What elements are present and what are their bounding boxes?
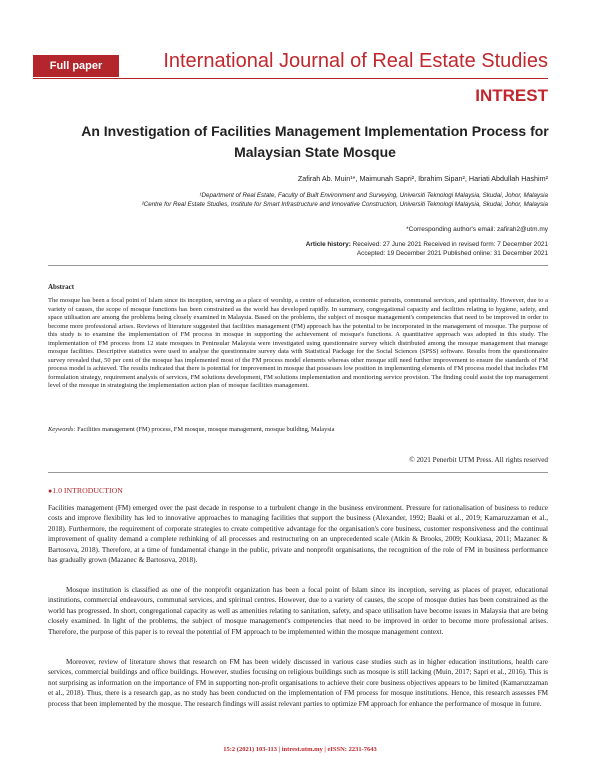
header-divider xyxy=(33,78,548,79)
copyright-notice: © 2021 Penerbit UTM Press. All rights reserved xyxy=(409,456,548,464)
affiliation-1: ¹Department of Real Estate, Faculty of Built Environment and Surveying, Universiti Teknologi Malaysia, Skudai, Johor, Malaysia xyxy=(199,192,548,199)
section-heading xyxy=(48,486,123,495)
keywords-list: Facilities management (FM) process, FM mosque, mosque management, mosque building, Malaysia xyxy=(75,426,335,433)
bullet-icon: ● xyxy=(48,487,53,495)
intro-paragraph-3: Moreover, review of literature shows that research on FM has been widely discussed in various case studies such as in higher education institutions, health care services, commercial buildings and office buildings. However, studies focusing on religious buildings such as mosque is still lacking (Muin, 2017; Sapri et al., 2016). This is not surprising as information on the importance of FM in supporting non-profit organisations to achieve their core business objectives appears to be limited (Kamaruzzaman et al., 2018). Thus, there is a research gap, as no study has been conducted on the implementation of FM process for mosque institutions. Hence, this research assesses FM process that been implemented by the mosque. The research findings will assist relevant parties to optimize FM approach for enhance the performance of mosque in future. xyxy=(48,658,548,708)
keywords-label: Keywords: xyxy=(48,426,76,433)
corresponding-email: *Corresponding author's email: zafirah2@utm.my xyxy=(406,226,548,233)
abstract-text: The mosque has been a focal point of Islam since its inception, serving as a place of worship, a centre of education, economic pursuits, communal services, and spirituality. However, due to a variety of causes, the scope of mosque functions has been constrained as the world has developed rapidly. In summary, congregational capacity and facilities relating to hygiene, safety, and space utilisation are among the problems being closely examined in Malaysia. Based on the problems, the subject of mosque management's competencies that need to be improved in order to become more professional arises. Reviews of literature suggested that facilities management (FM) approach has the potential to be incorporated in the management of mosque. The purpose of this study is to examine the implementation of FM process in mosque in supporting the achievement of mosque's functions. A quantitative approach was adopted in this study. The implementation of FM process from 12 state mosques in Peninsular Malaysia were investigated using questionnaire survey which distributed among the mosque management that manage mosque facilities. Descriptive statistics were used to analyse the questionnaire survey data with Statistical Package for the Social Sciences (SPSS) software. Results from the questionnaire survey revealed that, 50 per cent of the mosque has implemented most of the FM process model elements whereas other mosque still need further improvement to ensure the standards of FM process model is achieved. The results indicated that there is potential for improvement in mosque that possesses low position in implementing elements of FM process model that includes FM formulation strategy, requirement analysis of services, FM solutions development, FM solutions implementation and monitoring service provision. The finding could assist the top management level of the mosque in strategising the implementation action plan of mosque facilities management. xyxy=(48,297,548,389)
history-line-1: Received: 27 June 2021 Received in revised form: 7 December 2021 xyxy=(350,241,548,248)
journal-name: International Journal of Real Estate Studies xyxy=(163,50,548,72)
journal-acronym: INTREST xyxy=(475,86,548,105)
page-footer: 15:2 (2021) 103-113 | intrest.utm.my | eISSN: 2231-7643 xyxy=(223,746,377,753)
full-paper-badge: Full paper xyxy=(33,55,119,77)
abstract-heading: Abstract xyxy=(48,283,75,291)
affiliation-2: ²Centre for Real Estate Studies, Institute for Smart Infrastructure and Innovative Construction, Universiti Teknologi Malaysia, Skudai, Johor, Malaysia xyxy=(141,201,548,208)
keywords xyxy=(48,426,548,433)
divider xyxy=(48,265,548,266)
intro-paragraph-2: Mosque institution is classified as one of the nonprofit organization has been a focal point of Islam since its inception, serving as places of prayer, educational institutions, commercial endeavours, communal services, and spiritual centres. However, due to a variety of causes, the scope of mosque duties has been constrained as the world has progressed. In short, congregational capacity as well as amenities relating to sanitation, safety, and space utilisation have become issues in Malaysia that are being closely examined. In light of the problems, the subject of mosque management's competencies that need to be improved in order to become more professional arises. Therefore, the purpose of this paper is to reveal the potential of FM approach to be implemented within the mosque management context. xyxy=(48,586,548,636)
author-list: Zafirah Ab. Muin¹*, Maimunah Sapri², Ibrahim Sipan², Hariati Abdullah Hashim² xyxy=(297,174,548,183)
history-label: Article history: xyxy=(305,241,351,248)
article-title: An Investigation of Facilities Management Implementation Process for Malaysian State Mosque xyxy=(81,123,549,160)
intro-paragraph-1: Facilities management (FM) emerged over the past decade in response to a turbulent change in the business environment. Pressure for rationalisation of business to reduce costs and improve flexibility has led to innovative approaches to managing facilities that support the business (Alexander, 1992; Baaki et al., 2019; Kamaruzzaman et al., 2018). Furthermore, the requirement of corporate strategies to create competitive advantage for the organisation's core business, customer responsiveness and the continual improvement of quality demand a complete rethinking of all processes and restructuring on an unprecedented scale (Atkin & Brooks, 2009; Koukiasa, 2011; Mazanec & Bartosova, 2018). Therefore, at a time of fundamental change in the public, private and nonprofit organisations, the recognition of the role of FM in business performance has gradually grown (Mazanec & Bartosova, 2018). xyxy=(48,504,548,565)
history-line-2: Accepted: 19 December 2021 Published online: 31 December 2021 xyxy=(356,250,548,257)
section-title: 1.0 INTRODUCTION xyxy=(52,486,123,495)
article-history xyxy=(306,241,548,248)
divider xyxy=(48,472,548,473)
